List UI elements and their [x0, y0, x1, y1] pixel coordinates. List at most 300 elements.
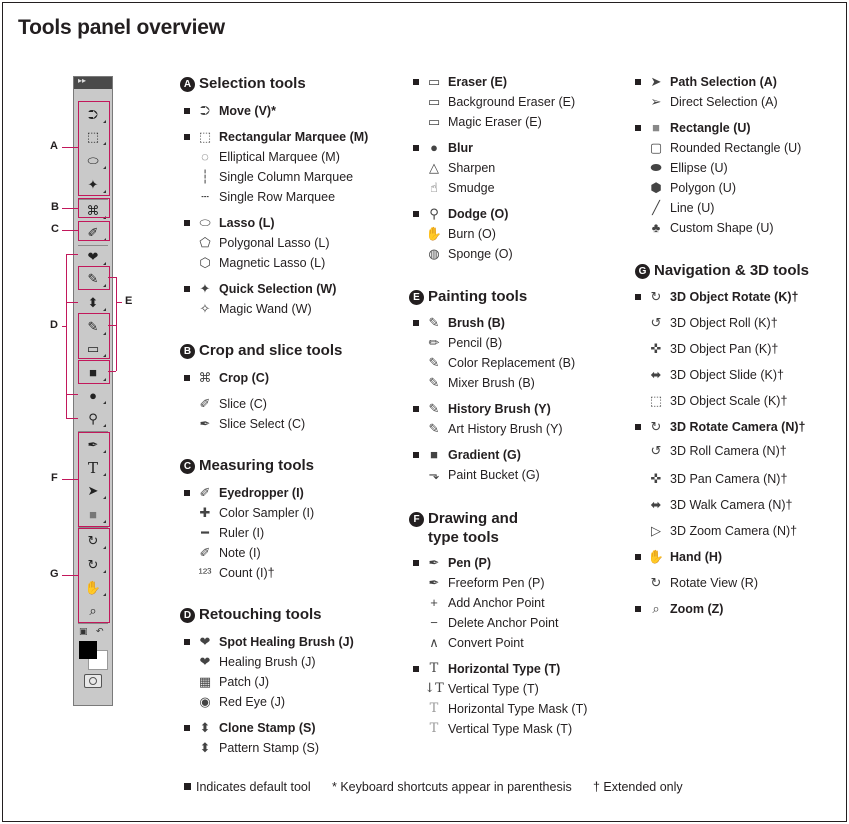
horizontal-type-mask-icon: T	[429, 701, 439, 716]
tool-label: Mixer Brush (B)	[448, 376, 535, 390]
default-marker	[635, 125, 641, 131]
tool-item	[635, 549, 722, 565]
tool-item	[413, 661, 560, 676]
connector	[62, 230, 78, 231]
group-label-e: E	[125, 295, 133, 307]
section-title: Navigation & 3D tools	[654, 262, 810, 279]
section-badge: G	[635, 264, 650, 279]
tool-item	[413, 74, 507, 90]
section-navigation-tools	[635, 262, 809, 279]
default-marker	[413, 560, 419, 566]
tool-label: Color Sampler (I)	[219, 506, 315, 520]
footer-shortcuts-note: * Keyboard shortcuts appear in parenthesis	[332, 780, 572, 794]
section-badge: A	[180, 77, 195, 92]
3d-object-pan-icon: ✜	[650, 341, 662, 356]
tool-label: Polygonal Lasso (L)	[219, 236, 330, 250]
tool-item	[423, 467, 540, 483]
tool-item	[423, 615, 559, 630]
tool-item	[194, 235, 329, 251]
tool-item	[645, 497, 792, 513]
crop-icon: ⌘	[198, 370, 212, 385]
quick-mask-button[interactable]	[84, 674, 102, 688]
dodge-icon: ⚲	[88, 410, 98, 426]
connector	[116, 277, 117, 371]
tool-label: 3D Object Slide (K)†	[670, 368, 784, 382]
default-marker	[635, 424, 641, 430]
section-crop-tools	[180, 342, 342, 359]
convert-point-icon: ∧	[429, 635, 439, 650]
tool-item	[194, 740, 319, 756]
tool-label: Patch (J)	[219, 675, 270, 689]
tool-item	[194, 169, 353, 185]
tool-label: Gradient (G)	[448, 447, 521, 462]
tool-item	[194, 149, 340, 164]
custom-shape-icon: ♣	[651, 220, 661, 235]
tool-item	[423, 375, 535, 391]
art-history-brush-icon: ✎	[428, 421, 440, 436]
tool-item	[645, 200, 714, 216]
tool-item	[194, 694, 285, 710]
background-eraser-icon: ▭	[427, 94, 441, 109]
tool-label: Line (U)	[670, 201, 715, 215]
3d-object-scale-icon: ⬚	[649, 393, 663, 408]
group-label-c: C	[51, 223, 59, 235]
tool-item	[423, 94, 575, 110]
tool-label: 3D Object Scale (K)†	[670, 394, 788, 408]
tool-label: Art History Brush (Y)	[448, 422, 563, 436]
connector	[62, 575, 78, 576]
tool-label: Freeform Pen (P)	[448, 576, 545, 590]
eyedropper-icon: ✐	[87, 224, 99, 240]
history-brush-icon: ✎	[428, 401, 440, 416]
history-brush-icon: ✎	[87, 318, 99, 334]
hand-icon: ✋	[84, 579, 102, 595]
delete-anchor-icon: −	[430, 615, 438, 630]
vertical-type-icon: ↓T	[424, 681, 444, 696]
tool-label: Clone Stamp (S)	[219, 721, 316, 735]
footer-extended-note: † Extended only	[593, 780, 683, 794]
single-column-icon: ┆	[201, 169, 209, 184]
default-marker	[184, 490, 190, 496]
tool-label: 3D Object Roll (K)†	[670, 316, 778, 330]
tool-label: Count (I)†	[219, 565, 275, 580]
tool-label: 3D Walk Camera (N)†	[670, 498, 793, 512]
slice-icon: ✐	[199, 396, 211, 411]
add-anchor-icon: +	[430, 595, 438, 610]
default-marker	[184, 639, 190, 645]
3d-object-slide-icon: ⬌	[650, 367, 662, 382]
eyedropper-icon: ✐	[199, 485, 211, 500]
tool-item	[423, 721, 572, 736]
default-marker	[184, 220, 190, 226]
footer-default-note	[184, 780, 311, 794]
tool-item	[184, 720, 316, 736]
tool-item	[194, 189, 335, 205]
tool-label: Elliptical Marquee (M)	[219, 149, 340, 164]
ruler-icon: ━	[201, 525, 209, 540]
tool-label: 3D Pan Camera (N)†	[670, 472, 788, 486]
tool-label: Hand (H)	[670, 550, 723, 564]
polygon-icon: ⬢	[650, 180, 662, 195]
tool-item	[645, 140, 801, 156]
section-drawing-tools	[409, 509, 518, 547]
tool-item	[413, 140, 473, 155]
tool-item	[423, 635, 524, 651]
tool-label: Background Eraser (E)	[448, 95, 576, 109]
ellipse-icon: ⬬	[650, 160, 662, 175]
default-marker	[413, 79, 419, 85]
default-marker	[413, 211, 419, 217]
connector	[62, 147, 78, 148]
tool-item	[423, 246, 513, 262]
quick-selection-icon: ✦	[87, 176, 99, 192]
tool-item	[194, 545, 261, 561]
tool-label: Burn (O)	[448, 227, 496, 241]
tool-label: Rectangular Marquee (M)	[219, 130, 369, 144]
tool-item	[423, 180, 495, 196]
tool-label: Note (I)	[219, 546, 261, 560]
connector	[66, 254, 78, 255]
rectangular-marquee-icon: ⬚	[198, 129, 212, 144]
group-e-box-3	[78, 360, 110, 384]
default-marker	[413, 666, 419, 672]
tool-item	[413, 206, 508, 222]
3d-rotate-icon: ↻	[87, 532, 99, 548]
default-marker	[413, 406, 419, 412]
tool-label: Vertical Type Mask (T)	[448, 721, 573, 736]
group-label-d: D	[50, 319, 58, 331]
gradient-icon: ■	[89, 365, 97, 380]
tool-item	[645, 393, 787, 409]
tool-item	[423, 575, 545, 591]
3d-zoom-camera-icon: ▷	[651, 523, 661, 538]
group-label-f: F	[51, 472, 58, 484]
group-e-box-1	[78, 266, 110, 290]
default-marker	[184, 783, 191, 790]
zoom-icon: ⌕	[89, 602, 97, 618]
tool-item	[423, 226, 496, 242]
section-retouching-tools	[180, 606, 322, 623]
color-sampler-icon: ✚	[199, 505, 211, 520]
tool-item	[423, 681, 539, 696]
tool-label: Healing Brush (J)	[219, 655, 316, 669]
tool-label: Blur	[448, 140, 473, 155]
brush-icon: ✎	[87, 270, 99, 286]
tool-label: Horizontal Type Mask (T)	[448, 701, 588, 716]
tb-dodge-tool[interactable]	[79, 409, 107, 428]
zoom-icon: ⌕	[652, 601, 660, 616]
group-g-box	[78, 528, 110, 623]
direct-selection-icon: ➢	[650, 94, 662, 109]
tool-item	[645, 180, 736, 196]
count-icon: ¹²³	[198, 565, 212, 580]
elliptical-marquee-icon: ◌	[201, 149, 209, 164]
3d-object-rotate-icon: ↻	[650, 289, 662, 304]
tb-stamp-tool[interactable]	[79, 293, 107, 312]
default-marker	[184, 134, 190, 140]
3d-roll-camera-icon: ↺	[650, 443, 662, 458]
tool-item	[645, 367, 784, 383]
section-title-line2: type tools	[428, 529, 499, 546]
brush-icon: ✎	[428, 315, 440, 330]
section-title-line1: Drawing and	[428, 510, 519, 527]
tool-item	[423, 421, 563, 437]
quick-mask-icon	[89, 677, 97, 685]
slice-select-icon: ✒	[199, 416, 211, 431]
tool-item	[635, 419, 805, 435]
hand-icon: ✋	[647, 549, 665, 564]
tool-label: Sponge (O)	[448, 247, 513, 261]
tb-healing-tool[interactable]	[79, 247, 107, 266]
tool-label: 3D Roll Camera (N)†	[670, 444, 787, 458]
default-marker	[413, 452, 419, 458]
tool-item	[194, 255, 325, 271]
tool-item	[635, 289, 799, 305]
connector	[116, 302, 122, 303]
tool-label: Paint Bucket (G)	[448, 468, 540, 482]
line-icon: ╱	[652, 200, 660, 215]
default-marker	[184, 725, 190, 731]
tool-label: Single Column Marquee	[219, 170, 354, 184]
3d-object-roll-icon: ↺	[650, 315, 662, 330]
tool-label: Convert Point	[448, 636, 524, 650]
default-marker	[635, 606, 641, 612]
clone-stamp-icon: ⬍	[199, 720, 211, 735]
swap-colors-icon[interactable]: ↶	[96, 626, 104, 636]
tool-label: Magic Wand (W)	[219, 302, 312, 316]
tool-label: Smudge	[448, 181, 495, 195]
tool-item	[194, 654, 316, 670]
connector	[108, 325, 116, 326]
section-title: Crop and slice tools	[199, 342, 343, 359]
connector	[108, 277, 116, 278]
tool-item	[645, 315, 778, 331]
tool-label: Rotate View (R)	[670, 576, 758, 590]
page-title: Tools panel overview	[18, 16, 225, 39]
pen-icon: ✒	[428, 555, 440, 570]
panel-header[interactable]	[74, 77, 112, 89]
section-painting-tools	[409, 288, 527, 305]
connector	[66, 394, 78, 395]
group-label-g: G	[50, 568, 59, 580]
section-badge: F	[409, 512, 424, 527]
magic-eraser-icon: ▭	[427, 114, 441, 129]
eraser-icon: ▭	[427, 74, 441, 89]
spot-healing-brush-icon: ❤	[199, 634, 211, 649]
group-label-b: B	[51, 201, 59, 213]
rectangle-icon: ■	[652, 120, 660, 135]
tool-label: Pattern Stamp (S)	[219, 741, 320, 755]
horizontal-type-icon: T	[429, 661, 439, 676]
vertical-type-mask-icon: T	[429, 721, 439, 736]
tool-item	[413, 447, 521, 462]
tool-item	[184, 281, 336, 297]
sponge-icon: ◍	[428, 246, 440, 261]
tool-label: Delete Anchor Point	[448, 615, 559, 630]
default-marker	[184, 286, 190, 292]
group-f-box	[78, 432, 110, 527]
collapse-icon[interactable]: ▸▸	[78, 76, 87, 85]
tool-label: Polygon (U)	[670, 181, 736, 195]
tool-item	[194, 674, 269, 690]
rectangle-icon: ■	[89, 507, 97, 522]
tool-item	[413, 401, 551, 417]
default-colors-icon[interactable]: ▣	[79, 626, 88, 636]
tb-blur-tool[interactable]	[79, 386, 107, 405]
tool-label: Sharpen	[448, 161, 496, 175]
group-b-box	[78, 198, 110, 218]
tool-label: 3D Rotate Camera (N)†	[670, 420, 806, 434]
tool-label: Single Row Marquee	[219, 190, 336, 204]
color-replacement-icon: ✎	[428, 355, 440, 370]
tool-label: Dodge (O)	[448, 207, 509, 221]
move-icon: ⮊	[200, 103, 210, 118]
default-marker	[184, 108, 190, 114]
default-marker	[413, 320, 419, 326]
polygonal-lasso-icon: ⬠	[199, 235, 211, 250]
tool-item	[184, 485, 304, 501]
tool-label: Lasso (L)	[219, 216, 275, 230]
tool-label: Add Anchor Point	[448, 595, 545, 610]
section-title: Measuring tools	[199, 457, 315, 474]
paint-bucket-icon: ⬎	[428, 467, 440, 482]
3d-camera-icon: ↻	[87, 556, 99, 572]
tool-item	[645, 471, 787, 487]
default-marker	[635, 294, 641, 300]
tool-item	[645, 160, 728, 176]
footer-text: Indicates default tool	[196, 780, 311, 794]
3d-walk-camera-icon: ⬌	[650, 497, 662, 512]
section-title: Retouching tools	[199, 606, 322, 623]
tool-item	[423, 595, 545, 610]
tool-label: Path Selection (A)	[670, 75, 777, 89]
tool-item	[413, 555, 491, 571]
section-badge: E	[409, 290, 424, 305]
tool-label: Custom Shape (U)	[670, 220, 774, 235]
tool-item	[194, 565, 275, 580]
tool-label: Horizontal Type (T)	[448, 661, 561, 676]
tool-label: 3D Object Pan (K)†	[670, 342, 779, 356]
tool-label: History Brush (Y)	[448, 402, 551, 416]
section-selection-tools	[180, 75, 306, 92]
tool-label: Brush (B)	[448, 316, 505, 330]
tool-item	[194, 396, 267, 412]
tool-item	[645, 443, 787, 459]
lasso-icon: ⬭	[87, 152, 99, 168]
blur-icon: ●	[430, 140, 438, 155]
tool-item	[413, 315, 505, 331]
tool-item	[635, 74, 777, 90]
sharpen-icon: △	[429, 160, 439, 175]
burn-icon: ✋	[425, 226, 443, 241]
3d-pan-camera-icon: ✜	[650, 471, 662, 486]
tool-label: Rectangle (U)	[670, 120, 751, 135]
tool-label: Color Replacement (B)	[448, 356, 576, 370]
connector	[108, 371, 116, 372]
tool-item	[184, 103, 276, 119]
tool-label: 3D Zoom Camera (N)†	[670, 524, 798, 538]
tool-item	[194, 505, 314, 521]
eraser-icon: ▭	[86, 340, 100, 356]
move-icon: ⮊	[88, 106, 98, 122]
section-title: Painting tools	[428, 288, 528, 305]
tool-label: Eyedropper (I)	[219, 486, 304, 500]
tool-label: Quick Selection (W)	[219, 282, 337, 296]
section-badge: C	[180, 459, 195, 474]
divider	[78, 245, 108, 246]
dodge-icon: ⚲	[429, 206, 439, 221]
tool-item	[184, 129, 368, 145]
tool-label: Vertical Type (T)	[448, 681, 539, 696]
tool-item	[423, 701, 587, 716]
tool-item	[194, 301, 312, 317]
marquee-icon: ⬚	[86, 128, 100, 144]
section-badge: D	[180, 608, 195, 623]
tool-item	[194, 525, 264, 541]
blur-icon: ●	[89, 388, 97, 403]
tool-item	[184, 215, 275, 231]
tool-label: Slice Select (C)	[219, 417, 306, 431]
tool-item	[645, 94, 778, 110]
quick-selection-icon: ✦	[199, 281, 211, 296]
connector	[66, 418, 78, 419]
path-selection-icon: ➤	[87, 482, 99, 498]
tool-label: Ellipse (U)	[670, 161, 728, 175]
healing-brush-icon: ❤	[199, 654, 211, 669]
stamp-icon: ⬍	[87, 294, 99, 310]
tool-label: Move (V)*	[219, 104, 276, 118]
tool-item	[645, 341, 778, 357]
tool-label: Ruler (I)	[219, 526, 265, 540]
tool-label: Slice (C)	[219, 397, 267, 411]
crop-icon: ⌘	[86, 202, 100, 218]
tool-label: Rounded Rectangle (U)	[670, 141, 802, 155]
tool-label: Red Eye (J)	[219, 695, 285, 709]
gradient-icon: ■	[430, 447, 438, 462]
divider	[78, 623, 108, 624]
group-a-box	[78, 101, 110, 196]
connector	[62, 208, 78, 209]
connector	[66, 302, 78, 303]
tool-item	[645, 220, 774, 235]
section-badge: B	[180, 344, 195, 359]
mixer-brush-icon: ✎	[428, 375, 440, 390]
rounded-rectangle-icon: ▢	[649, 140, 663, 155]
tool-label: 3D Object Rotate (K)†	[670, 290, 799, 304]
3d-rotate-camera-icon: ↻	[650, 419, 662, 434]
tool-item	[184, 634, 354, 650]
default-marker	[635, 79, 641, 85]
tool-label: Direct Selection (A)	[670, 95, 778, 109]
foreground-color-swatch[interactable]	[79, 641, 97, 659]
magic-wand-icon: ✧	[199, 301, 211, 316]
patch-icon: ▦	[198, 674, 212, 689]
tool-item	[184, 370, 269, 386]
tool-item	[423, 355, 575, 371]
section-title: Selection tools	[199, 75, 306, 92]
group-e-box-2	[78, 313, 110, 359]
tool-item	[423, 160, 495, 176]
healing-brush-icon: ❤	[87, 248, 99, 264]
tool-item	[635, 120, 751, 135]
section-measuring-tools	[180, 457, 314, 474]
tool-label: Pen (P)	[448, 556, 492, 570]
red-eye-icon: ◉	[199, 694, 211, 709]
tool-item	[194, 416, 305, 432]
tool-label: Pencil (B)	[448, 336, 503, 350]
tool-label: Spot Healing Brush (J)	[219, 635, 354, 649]
group-c-box	[78, 221, 110, 241]
